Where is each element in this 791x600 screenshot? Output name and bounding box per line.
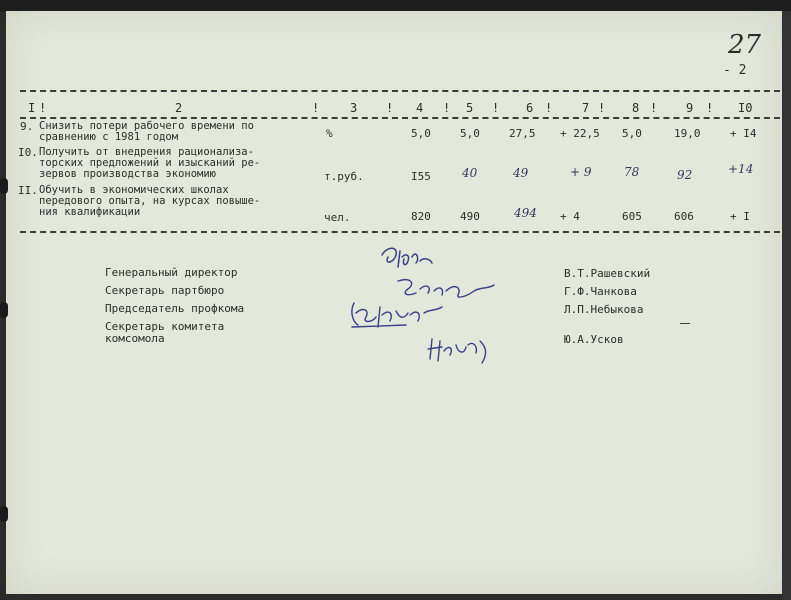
table-bottom-rule: [20, 231, 780, 233]
signatory-name: Л.П.Небыкова: [564, 303, 644, 316]
row-col-9: 606: [674, 210, 694, 223]
header-col-1: I: [28, 101, 36, 115]
page-number: 27: [728, 30, 762, 60]
row-col-5: 5,0: [460, 127, 480, 140]
signatory-name: Г.Ф.Чанкова: [564, 285, 637, 298]
row-col-6: 494: [514, 206, 537, 220]
row-col-4: 5,0: [411, 127, 431, 140]
scan-right-edge: [782, 11, 791, 600]
header-separator: !: [545, 101, 553, 115]
binding-hole: [0, 178, 8, 194]
header-separator: !: [706, 101, 714, 115]
binding-hole: [0, 302, 8, 318]
signatory-position: Председатель профкома: [105, 302, 245, 315]
header-col-8: 8: [632, 101, 640, 115]
signatory-position: Секретарь партбюро: [105, 284, 225, 297]
row-indicator: Снизить потери рабочего времени по сравнению с 1981 годом: [39, 120, 254, 143]
row-col-9: 19,0: [674, 127, 701, 140]
header-separator: !: [386, 101, 394, 115]
header-separator: !: [39, 101, 47, 115]
row-col-4: 820: [411, 210, 431, 223]
row-number: 9.: [20, 120, 34, 133]
binding-hole: [0, 506, 8, 522]
signatory-name: В.Т.Рашевский: [564, 267, 651, 280]
row-indicator: Обучить в экономических школах передового опыта, на курсах повыше- ния квалификации: [39, 184, 261, 218]
header-col-2: 2: [175, 101, 183, 115]
row-col-7: + 4: [560, 210, 580, 223]
row-col-8: 78: [624, 165, 640, 179]
row-col-7: + 9: [570, 165, 592, 179]
table-header-rule: [20, 117, 780, 119]
header-col-3: 3: [350, 101, 358, 115]
signature-komsomol-secretary: [424, 333, 496, 367]
margin-tick-mark: [680, 323, 690, 324]
signatory-name: Ю.А.Усков: [564, 333, 624, 346]
row-unit: чел.: [324, 211, 351, 224]
row-col-8: 5,0: [622, 127, 642, 140]
header-col-10: I0: [738, 101, 753, 115]
header-col-6: 6: [526, 101, 534, 115]
document-sheet: [6, 11, 782, 594]
row-col-4: I55: [411, 170, 431, 183]
table-top-rule: [20, 90, 780, 92]
row-number: II.: [18, 184, 38, 197]
header-separator: !: [598, 101, 606, 115]
signature-director: [376, 243, 436, 279]
row-unit: т.руб.: [324, 170, 364, 183]
signature-trade-union-chair: [346, 299, 446, 333]
header-col-9: 9: [686, 101, 694, 115]
row-col-9: 92: [677, 168, 693, 182]
row-col-8: 605: [622, 210, 642, 223]
header-col-5: 5: [466, 101, 474, 115]
row-col-10: + I4: [730, 127, 757, 140]
page-sub-number: - 2: [723, 63, 747, 78]
row-col-6: 49: [513, 166, 529, 180]
header-separator: !: [443, 101, 451, 115]
row-col-5: 490: [460, 210, 480, 223]
row-col-7: + 22,5: [560, 127, 600, 140]
row-col-5: 40: [462, 166, 478, 180]
header-separator: !: [492, 101, 500, 115]
row-unit: %: [326, 127, 333, 140]
row-number: I0.: [18, 146, 38, 159]
signatory-position: Секретарь комитета комсомола: [105, 320, 225, 345]
signatory-position: Генеральный директор: [105, 266, 238, 279]
header-separator: !: [650, 101, 658, 115]
header-col-7: 7: [582, 101, 590, 115]
row-indicator: Получить от внедрения рационализа- торских предложений и изысканий ре- зервов производства экономию: [39, 146, 261, 180]
row-col-6: 27,5: [509, 127, 536, 140]
header-separator: !: [312, 101, 320, 115]
header-col-4: 4: [416, 101, 424, 115]
row-col-10: +14: [728, 162, 754, 176]
row-col-10: + I: [730, 210, 750, 223]
